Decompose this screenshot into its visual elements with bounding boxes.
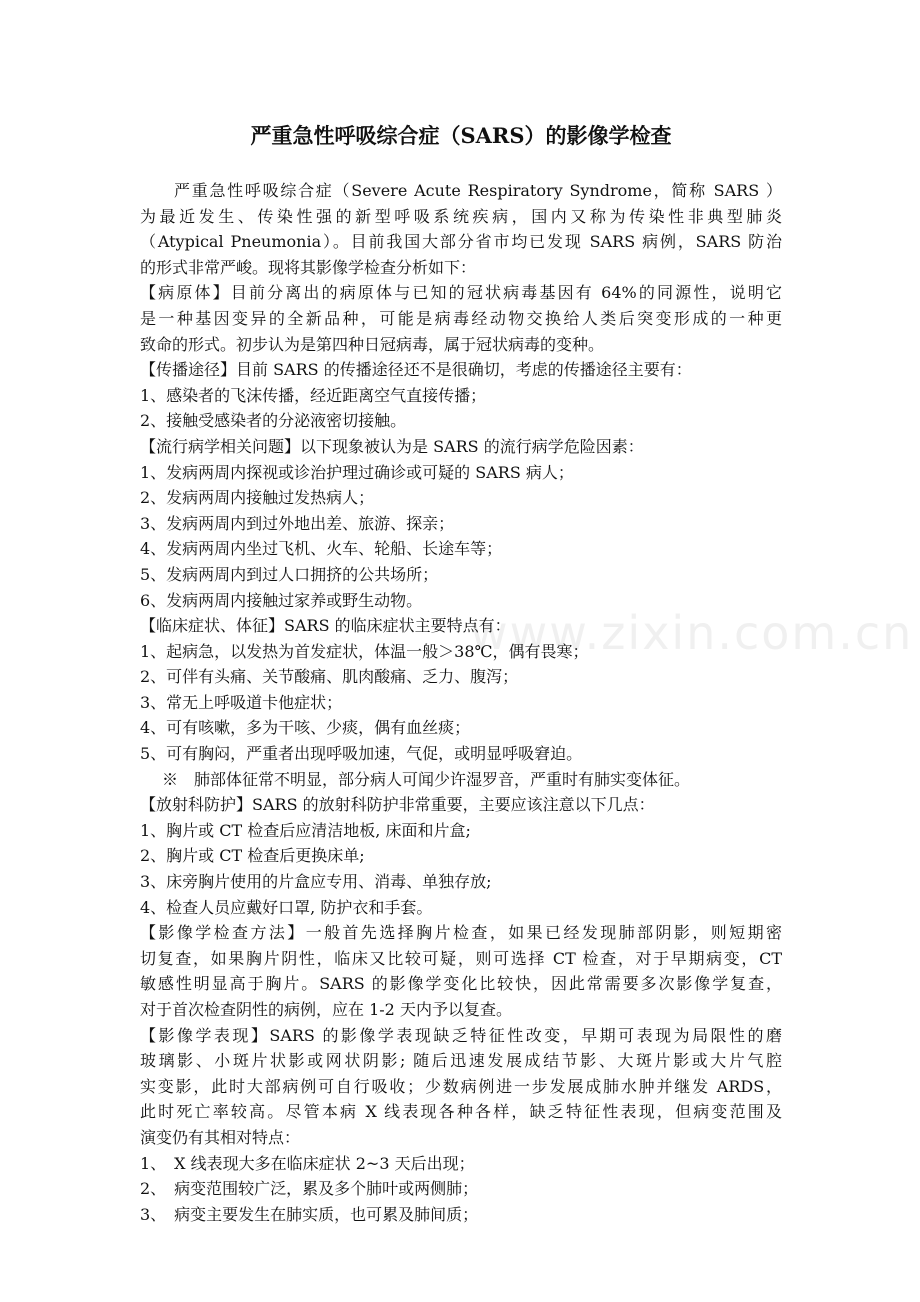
epidemiology-section-heading: 【流行病学相关问题】以下现象被认为是 SARS 的流行病学危险因素： (140, 436, 644, 456)
list-item: 3、 病变主要发生在肺实质，也可累及肺间质； (140, 1204, 479, 1224)
pathogen-section-line: 是一种基因变异的全新品种，可能是病毒经动物交换给人类后突变形成的一种更 (140, 308, 782, 328)
list-item: 1、感染者的飞沫传播，经近距离空气直接传播； (140, 385, 487, 405)
document-page (140, 112, 782, 1227)
imaging-method-section-line: 切复查，如果胸片阴性，临床又比较可疑，则可选择 CT 检查，对于早期病变，CT (140, 948, 782, 968)
page-title: 严重急性呼吸综合症（SARS）的影像学检查 (250, 123, 672, 148)
list-item: 2、接触受感染者的分泌液密切接触。 (140, 411, 407, 431)
list-item: 4、可有咳嗽，多为干咳、少痰，偶有血丝痰； (140, 718, 471, 738)
intro-paragraph-line: 为最近发生、传染性强的新型呼吸系统疾病，国内又称为传染性非典型肺炎 (140, 206, 782, 226)
list-item: 2、胸片或 CT 检查后更换床单; (140, 846, 365, 866)
pathogen-section-line: 【病原体】目前分离出的病原体与已知的冠状病毒基因有 64%的同源性，说明它 (140, 283, 782, 303)
transmission-section-heading: 【传播途径】目前 SARS 的传播途径还不是很确切，考虑的传播途径主要有： (140, 360, 692, 380)
imaging-findings-section-line: 实变影，此时大部病例可自行吸收；少数病例进一步发展成肺水肿并继发 ARDS， (140, 1076, 782, 1096)
radiology-protection-section-heading: 【放射科防护】SARS 的放射科防护非常重要，主要应该注意以下几点： (140, 795, 655, 815)
document-body (140, 178, 782, 1227)
intro-paragraph-line: （Atypical Pneumonia）。目前我国大部分省市均已发现 SARS 病例，SARS 防治 (140, 232, 782, 252)
list-item: 5、可有胸闷，严重者出现呼吸加速，气促，或明显呼吸窘迫。 (140, 744, 583, 764)
list-item: 1、发病两周内探视或诊治护理过确诊或可疑的 SARS 病人； (140, 462, 574, 482)
watermark: www.zixin.com.cn (470, 606, 914, 660)
list-item: 4、检查人员应戴好口罩, 防护衣和手套。 (140, 897, 433, 917)
list-item: 4、发病两周内坐过飞机、火车、轮船、长途车等； (140, 539, 503, 559)
imaging-findings-section-line: 演变仍有其相对特点： (140, 1127, 301, 1147)
imaging-findings-section-line: 玻璃影、小斑片状影或网状阴影; 随后迅速发展成结节影、大斑片影或大片气腔 (140, 1051, 782, 1071)
list-item: 2、 病变范围较广泛，累及多个肺叶或两侧肺； (140, 1179, 479, 1199)
pathogen-section-line: 致命的形式。初步认为是第四种日冠病毒，属于冠状病毒的变种。 (140, 334, 605, 354)
intro-paragraph-line: 严重急性呼吸综合症（Severe Acute Respiratory Syndrome，简称 SARS ） (174, 181, 782, 200)
imaging-findings-section-line: 【影像学表现】SARS 的影像学表现缺乏特征性改变，早期可表现为局限性的磨 (140, 1025, 782, 1045)
list-item: 2、发病两周内接触过发热病人； (140, 488, 375, 508)
list-item: 3、常无上呼吸道卡他症状； (140, 692, 343, 712)
list-item: 5、发病两周内到过人口拥挤的公共场所； (140, 564, 439, 584)
imaging-method-section-line: 敏感性明显高于胸片。SARS 的影像学变化比较快，因此常需要多次影像学复查， (140, 974, 782, 994)
list-item: 1、胸片或 CT 检查后应清洁地板, 床面和片盒; (140, 820, 471, 840)
list-item: 3、床旁胸片使用的片盒应专用、消毒、单独存放; (140, 872, 492, 892)
imaging-method-section-line: 对于首次检查阴性的病例，应在 1-2 天内予以复查。 (140, 1000, 512, 1019)
list-item: 2、可伴有头痛、关节酸痛、肌肉酸痛、乏力、腹泻； (140, 667, 519, 687)
imaging-method-section-line: 【影像学检查方法】一般首先选择胸片检查，如果已经发现肺部阴影，则短期密 (140, 923, 782, 943)
intro-paragraph-line: 的形式非常严峻。现将其影像学检查分析如下： (140, 257, 477, 277)
list-item: 1、 X 线表现大多在临床症状 2~3 天后出现； (140, 1153, 475, 1173)
list-item: 1、起病急，以发热为首发症状，体温一般＞38℃，偶有畏寒； (140, 641, 589, 661)
list-item: 3、发病两周内到过外地出差、旅游、探亲； (140, 513, 455, 533)
note-line: ※ 肺部体征常不明显，部分病人可闻少许湿罗音，严重时有肺实变体征。 (162, 769, 691, 789)
list-item: 6、发病两周内接触过家养或野生动物。 (140, 590, 423, 610)
imaging-findings-section-line: 此时死亡率较高。尽管本病 X 线表现各种各样，缺乏特征性表现，但病变范围及 (140, 1102, 782, 1122)
clinical-section-heading: 【临床症状、体征】SARS 的临床症状主要特点有： (140, 616, 511, 636)
